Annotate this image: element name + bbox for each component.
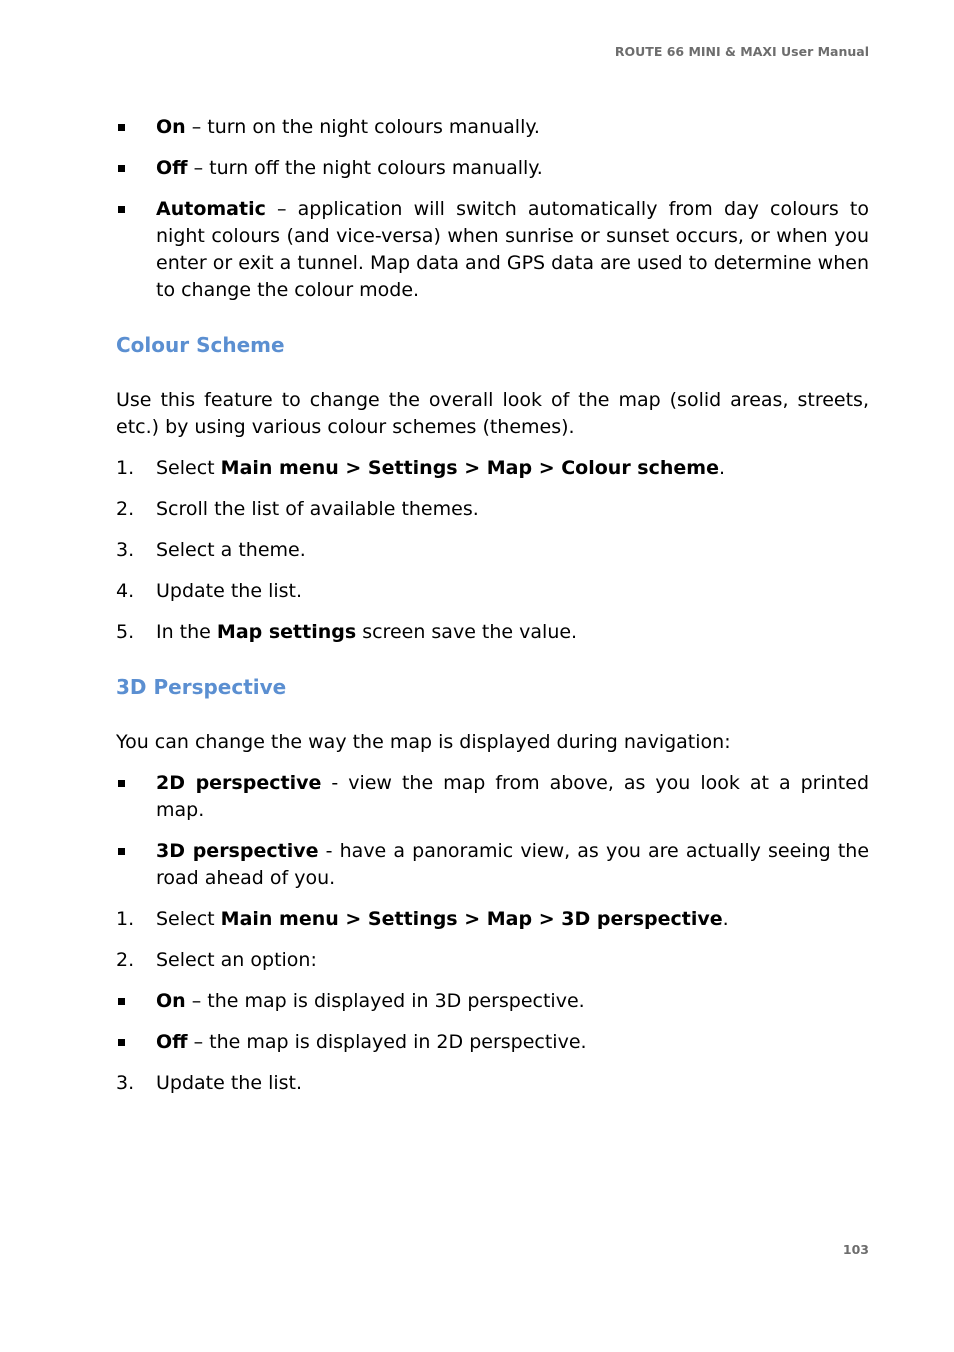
bullet-square-icon (118, 206, 125, 213)
bullet-square-icon (118, 848, 125, 855)
step-text-end: . (718, 457, 726, 479)
description: - have a panoramic view, as you are actually seeing the road ahead of you. (156, 840, 870, 889)
step-item (116, 947, 869, 974)
bullet-item-night-automatic (116, 196, 869, 304)
bullet-item-3d-perspective (116, 838, 869, 892)
step-text-end: screen save the value. (356, 621, 578, 643)
step-number: 1. (116, 457, 135, 479)
term: 2D perspective (156, 772, 322, 794)
step-text-end: . (722, 908, 729, 930)
bullet-item-night-on (116, 114, 869, 141)
step-text: Select an option: (156, 949, 317, 971)
step-text: Select (156, 457, 221, 479)
bullet-item-night-off (116, 155, 869, 182)
step-text: Select (156, 908, 221, 930)
bullet-item-2d-perspective (116, 770, 869, 824)
step-number: 2. (116, 949, 135, 971)
screen-name: Map settings (216, 621, 357, 643)
running-header: ROUTE 66 MINI & MAXI User Manual (614, 44, 869, 59)
bullet-square-icon (118, 1039, 125, 1046)
perspective-intro: You can change the way the map is displayed during navigation: (116, 731, 731, 753)
bullet-square-icon (118, 165, 125, 172)
bullet-item-option-on (116, 988, 869, 1015)
description: – the map is displayed in 3D perspective. (185, 990, 585, 1012)
description: – the map is displayed in 2D perspective. (187, 1031, 587, 1053)
step-item (116, 1070, 869, 1097)
menu-path: Main menu > Settings > Map > 3D perspective (220, 908, 723, 930)
step-number: 3. (116, 539, 135, 561)
step-number: 5. (116, 621, 135, 643)
term: Off (156, 1031, 188, 1053)
bullet-square-icon (118, 780, 125, 787)
step-item (116, 455, 869, 482)
page-number: 103 (842, 1242, 869, 1257)
step-text: In the (156, 621, 217, 643)
bullet-item-option-off (116, 1029, 869, 1056)
bullet-square-icon (118, 998, 125, 1005)
step-item (116, 537, 869, 564)
term: On (156, 116, 186, 138)
step-number: 1. (116, 908, 135, 930)
step-item (116, 619, 869, 646)
step-item (116, 578, 869, 605)
step-text: Update the list. (156, 580, 303, 602)
step-number: 2. (116, 498, 135, 520)
page-content (116, 114, 869, 1097)
step-number: 4. (116, 580, 135, 602)
step-item (116, 496, 869, 523)
term: On (156, 990, 186, 1012)
term: Off (156, 157, 188, 179)
colour-scheme-intro: Use this feature to change the overall look of the map (solid areas, streets, etc.) by using various colour schemes (themes). (116, 389, 869, 438)
step-text: Scroll the list of available themes. (156, 498, 479, 520)
step-text: Update the list. (156, 1072, 303, 1094)
step-text: Select a theme. (156, 539, 306, 561)
description: – turn off the night colours manually. (187, 157, 543, 179)
step-number: 3. (116, 1072, 135, 1094)
description: – application will switch automatically from day colours to night colours (and vice-versa) when sunrise or sunset occurs, or when you enter or exit a tunnel. Map data and GPS data are used to determine when to change the colour mode. (156, 198, 869, 301)
term: Automatic (156, 198, 266, 220)
description: – turn on the night colours manually. (185, 116, 540, 138)
description: - view the map from above, as you look at a printed map. (156, 772, 870, 821)
term: 3D perspective (156, 840, 319, 862)
step-item (116, 906, 869, 933)
section-heading-3d-perspective: 3D Perspective (116, 675, 287, 699)
menu-path: Main menu > Settings > Map > Colour scheme (220, 457, 719, 479)
section-heading-colour-scheme: Colour Scheme (116, 333, 285, 357)
bullet-square-icon (118, 124, 125, 131)
